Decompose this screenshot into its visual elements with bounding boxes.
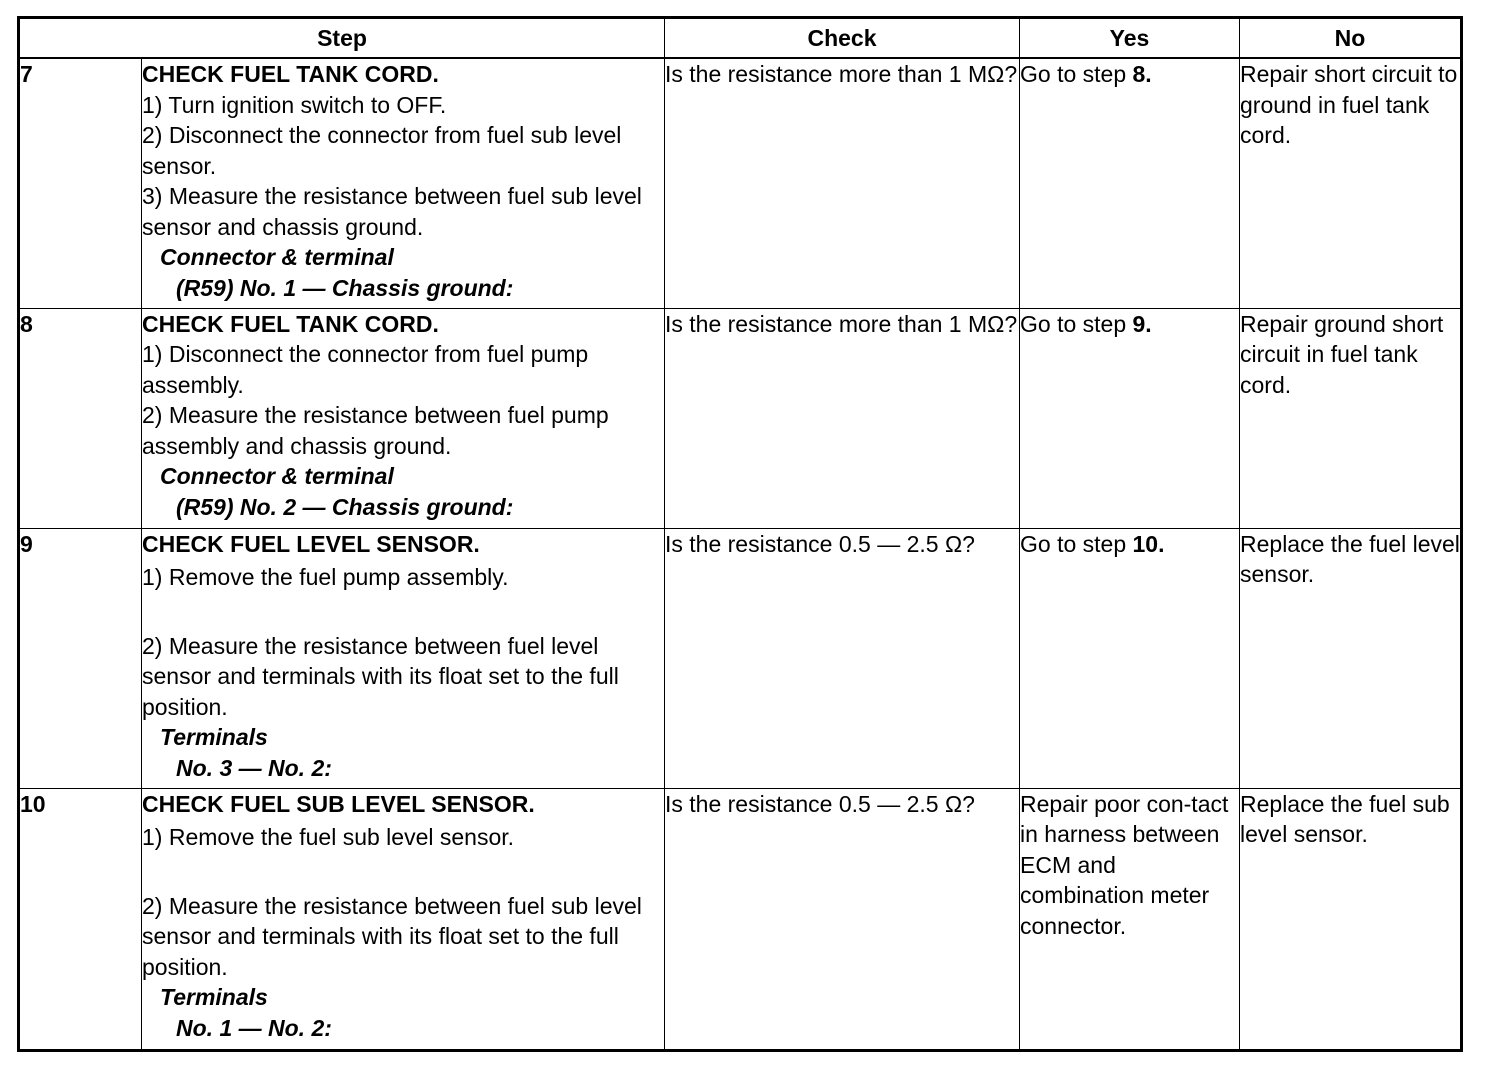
step-line: 3) Measure the resistance between fuel sub level sensor and chassis ground.	[142, 183, 642, 240]
connector-label: Connector & terminal	[160, 463, 394, 489]
spacer	[142, 593, 664, 631]
step-description	[142, 528, 665, 788]
yes-cell: Repair poor con-tact in harness between ECM and combination meter connector.	[1020, 788, 1240, 1050]
step-line: 1) Disconnect the connector from fuel pump assembly.	[142, 341, 589, 398]
spacer	[142, 853, 664, 891]
step-number: 9	[19, 528, 142, 788]
yes-cell	[1020, 58, 1240, 308]
step-description	[142, 788, 665, 1050]
step-line: 2) Disconnect the connector from fuel sub level sensor.	[142, 122, 622, 179]
table-row	[19, 58, 1462, 308]
step-title: CHECK FUEL TANK CORD.	[142, 310, 439, 337]
step-line: 1) Remove the fuel pump assembly.	[142, 564, 509, 590]
yes-cell	[1020, 528, 1240, 788]
connector-label: Terminals	[160, 724, 268, 750]
connector-value: No. 3 — No. 2:	[176, 754, 332, 781]
step-line: 2) Measure the resistance between fuel level sensor and terminals with its float set to the full position.	[142, 632, 619, 720]
connector-label: Connector & terminal	[160, 244, 394, 270]
check-cell: Is the resistance 0.5 — 2.5 Ω?	[665, 788, 1020, 1050]
check-cell: Is the resistance more than 1 MΩ?	[665, 58, 1020, 308]
step-line: 1) Turn ignition switch to OFF.	[142, 91, 447, 118]
step-number: 7	[19, 58, 142, 308]
header-step: Step	[19, 18, 665, 59]
step-number: 10	[19, 788, 142, 1050]
yes-cell	[1020, 308, 1240, 528]
yes-step-link: 10.	[1132, 530, 1165, 557]
check-cell: Is the resistance 0.5 — 2.5 Ω?	[665, 528, 1020, 788]
header-check: Check	[665, 18, 1020, 59]
yes-prefix: Go to step	[1020, 310, 1133, 337]
no-cell: Repair ground short circuit in fuel tank cord.	[1240, 308, 1462, 528]
yes-step-link: 9.	[1132, 310, 1152, 337]
step-line: 2) Measure the resistance between fuel pump assembly and chassis ground.	[142, 402, 609, 459]
diagnostic-table	[17, 16, 1463, 1052]
step-title: CHECK FUEL TANK CORD.	[142, 61, 439, 87]
yes-prefix: Go to step	[1020, 530, 1133, 557]
step-title: CHECK FUEL LEVEL SENSOR.	[142, 530, 480, 557]
no-cell: Repair short circuit to ground in fuel tank cord.	[1240, 58, 1462, 308]
step-line: 2) Measure the resistance between fuel sub level sensor and terminals with its float set to the full position.	[142, 892, 642, 980]
yes-step-link: 8.	[1132, 61, 1152, 87]
table-row	[19, 308, 1462, 528]
header-no: No	[1240, 18, 1462, 59]
step-title: CHECK FUEL SUB LEVEL SENSOR.	[142, 790, 535, 817]
connector-label: Terminals	[160, 984, 268, 1010]
header-row	[19, 18, 1462, 59]
step-number: 8	[19, 308, 142, 528]
connector-value: No. 1 — No. 2:	[176, 1014, 332, 1041]
table-row	[19, 788, 1462, 1050]
check-cell: Is the resistance more than 1 MΩ?	[665, 308, 1020, 528]
table-row	[19, 528, 1462, 788]
connector-value: (R59) No. 1 — Chassis ground:	[176, 274, 514, 301]
step-description	[142, 58, 665, 308]
connector-value: (R59) No. 2 — Chassis ground:	[176, 493, 514, 520]
header-yes: Yes	[1020, 18, 1240, 59]
no-cell: Replace the fuel sub level sensor.	[1240, 788, 1462, 1050]
step-description	[142, 308, 665, 528]
step-line: 1) Remove the fuel sub level sensor.	[142, 824, 515, 850]
yes-prefix: Go to step	[1020, 61, 1133, 87]
no-cell: Replace the fuel level sensor.	[1240, 528, 1462, 788]
